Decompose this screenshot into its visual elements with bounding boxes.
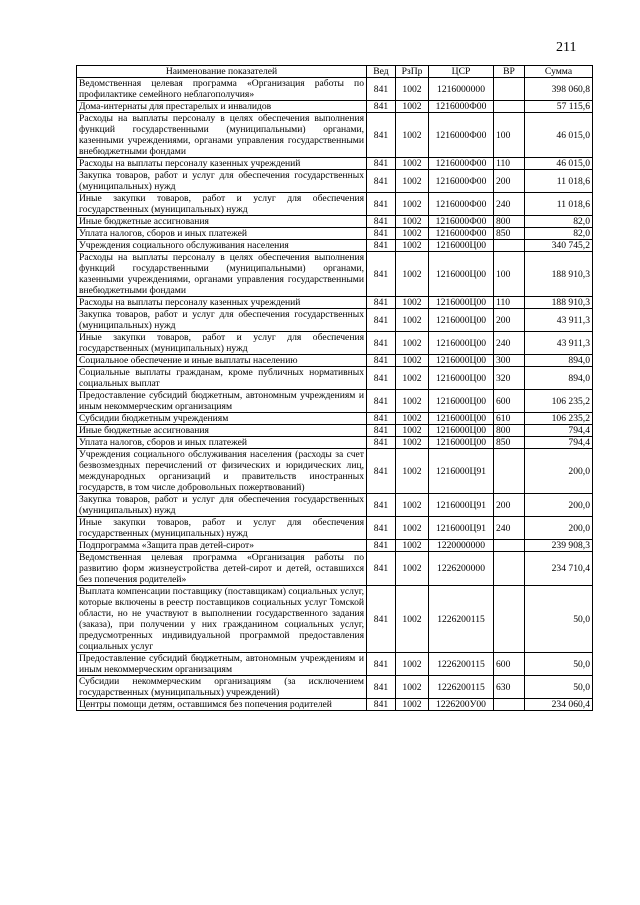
cell-rzpr: 1002 [396,355,429,367]
table-row [77,390,593,413]
cell-rzpr: 1002 [396,297,429,309]
table-row [77,699,593,711]
cell-rzpr: 1002 [396,676,429,699]
cell-ved: 841 [367,653,396,676]
cell-sum: 11 018,6 [525,193,593,216]
cell-sum: 894,0 [525,355,593,367]
cell-vr: 610 [494,413,525,425]
cell-rzpr: 1002 [396,552,429,586]
cell-name: Закупка товаров, работ и услуг для обеспечения государственных (муниципальных) нужд [77,494,367,517]
cell-csr: 1216000Ц00 [429,425,494,437]
cell-vr: 300 [494,355,525,367]
cell-csr: 1226200115 [429,653,494,676]
cell-name: Социальное обеспечение и иные выплаты населению [77,355,367,367]
cell-ved: 841 [367,540,396,552]
cell-vr: 850 [494,437,525,449]
cell-csr: 1216000Ц00 [429,390,494,413]
cell-csr: 1216000Ф00 [429,101,494,113]
cell-rzpr: 1002 [396,653,429,676]
cell-sum: 50,0 [525,586,593,653]
table-row [77,437,593,449]
cell-rzpr: 1002 [396,216,429,228]
cell-sum: 106 235,2 [525,413,593,425]
cell-name: Иные закупки товаров, работ и услуг для обеспечения государственных (муниципальных) нужд [77,517,367,540]
cell-name: Центры помощи детям, оставшимся без попечения родителей [77,699,367,711]
cell-name: Расходы на выплаты персоналу в целях обеспечения выполнения функций государственными (муниципальными) органами, казенными учреждениями, органами управления государственными внебюджетными фондами [77,252,367,297]
cell-rzpr: 1002 [396,101,429,113]
cell-rzpr: 1002 [396,309,429,332]
cell-name: Ведомственная целевая программа «Организация работы по развитию форм жизнеустройства детей-сирот и детей, оставшихся без попечения родителей» [77,552,367,586]
table-row [77,449,593,494]
cell-name: Закупка товаров, работ и услуг для обеспечения государственных (муниципальных) нужд [77,170,367,193]
table-row [77,252,593,297]
cell-ved: 841 [367,113,396,158]
table-row [77,297,593,309]
cell-ved: 841 [367,586,396,653]
cell-csr: 1216000Ц91 [429,494,494,517]
cell-rzpr: 1002 [396,437,429,449]
cell-ved: 841 [367,170,396,193]
cell-vr [494,449,525,494]
cell-vr: 630 [494,676,525,699]
cell-name: Ведомственная целевая программа «Организация работы по профилактике семейного неблагополучия» [77,78,367,101]
cell-ved: 841 [367,228,396,240]
cell-name: Иные бюджетные ассигнования [77,216,367,228]
cell-vr: 600 [494,653,525,676]
cell-ved: 841 [367,494,396,517]
table-row [77,494,593,517]
table-row [77,332,593,355]
cell-csr: 1226200У00 [429,699,494,711]
cell-vr: 110 [494,158,525,170]
cell-sum: 188 910,3 [525,297,593,309]
cell-csr: 1216000Ц00 [429,437,494,449]
cell-rzpr: 1002 [396,78,429,101]
cell-ved: 841 [367,78,396,101]
cell-name: Субсидии некоммерческим организациям (за исключением государственных (муниципальных) учреждений) [77,676,367,699]
header-ved: Вед [367,66,396,78]
cell-sum: 11 018,6 [525,170,593,193]
cell-ved: 841 [367,332,396,355]
cell-rzpr: 1002 [396,332,429,355]
cell-sum: 50,0 [525,676,593,699]
cell-rzpr: 1002 [396,252,429,297]
table-row [77,653,593,676]
table-row [77,355,593,367]
cell-vr: 100 [494,113,525,158]
header-csr: ЦСР [429,66,494,78]
cell-rzpr: 1002 [396,413,429,425]
cell-name: Дома-интернаты для престарелых и инвалидов [77,101,367,113]
cell-vr [494,101,525,113]
cell-sum: 200,0 [525,494,593,517]
cell-sum: 239 908,3 [525,540,593,552]
cell-name: Закупка товаров, работ и услуг для обеспечения государственных (муниципальных) нужд [77,309,367,332]
cell-name: Иные закупки товаров, работ и услуг для обеспечения государственных (муниципальных) нужд [77,193,367,216]
cell-name: Иные бюджетные ассигнования [77,425,367,437]
cell-csr: 1226200000 [429,552,494,586]
cell-csr: 1216000Ц00 [429,309,494,332]
cell-name: Выплата компенсации поставщику (поставщикам) социальных услуг, которые включены в реестр поставщиков социальных услуг Томской области, но не участвуют в выполнении государственного задания (заказа), при получении у них гражданином социальных услуг, предусмотренных индивидуальной программой предоставления социальных услуг [77,586,367,653]
cell-vr [494,78,525,101]
cell-vr: 240 [494,517,525,540]
cell-vr: 600 [494,390,525,413]
cell-name: Расходы на выплаты персоналу в целях обеспечения выполнения функций государственными (муниципальными) органами, казенными учреждениями, органами управления государственными внебюджетными фондами [77,113,367,158]
table-row [77,413,593,425]
cell-ved: 841 [367,309,396,332]
cell-ved: 841 [367,390,396,413]
cell-vr [494,540,525,552]
table-row [77,425,593,437]
cell-vr: 800 [494,216,525,228]
cell-rzpr: 1002 [396,449,429,494]
table-row [77,240,593,252]
cell-vr: 100 [494,252,525,297]
cell-ved: 841 [367,158,396,170]
cell-sum: 794,4 [525,425,593,437]
cell-vr [494,240,525,252]
table-row [77,170,593,193]
cell-ved: 841 [367,252,396,297]
cell-name: Уплата налогов, сборов и иных платежей [77,228,367,240]
cell-csr: 1220000000 [429,540,494,552]
cell-name: Субсидии бюджетным учреждениям [77,413,367,425]
header-rzpr: РзПр [396,66,429,78]
cell-vr: 110 [494,297,525,309]
cell-ved: 841 [367,413,396,425]
cell-ved: 841 [367,699,396,711]
cell-sum: 43 911,3 [525,309,593,332]
cell-vr: 200 [494,170,525,193]
cell-csr: 1216000Ц00 [429,367,494,390]
cell-rzpr: 1002 [396,494,429,517]
cell-rzpr: 1002 [396,158,429,170]
budget-table [76,65,593,711]
cell-sum: 234 060,4 [525,699,593,711]
header-sum: Сумма [525,66,593,78]
header-name: Наименование показателей [77,66,367,78]
cell-vr: 850 [494,228,525,240]
cell-sum: 43 911,3 [525,332,593,355]
cell-csr: 1226200115 [429,676,494,699]
cell-sum: 82,0 [525,228,593,240]
cell-csr: 1216000Ц00 [429,332,494,355]
cell-rzpr: 1002 [396,113,429,158]
cell-name: Иные закупки товаров, работ и услуг для обеспечения государственных (муниципальных) нужд [77,332,367,355]
table-row [77,540,593,552]
cell-rzpr: 1002 [396,240,429,252]
cell-ved: 841 [367,240,396,252]
cell-ved: 841 [367,676,396,699]
cell-ved: 841 [367,425,396,437]
cell-name: Уплата налогов, сборов и иных платежей [77,437,367,449]
cell-vr: 200 [494,494,525,517]
table-row [77,552,593,586]
cell-rzpr: 1002 [396,228,429,240]
cell-vr: 240 [494,332,525,355]
cell-ved: 841 [367,449,396,494]
cell-name: Предоставление субсидий бюджетным, автономным учреждениям и иным некоммерческим организациям [77,390,367,413]
cell-sum: 894,0 [525,367,593,390]
table-row [77,228,593,240]
cell-csr: 1216000Ф00 [429,228,494,240]
cell-rzpr: 1002 [396,425,429,437]
table-row [77,216,593,228]
cell-rzpr: 1002 [396,517,429,540]
cell-rzpr: 1002 [396,699,429,711]
cell-ved: 841 [367,355,396,367]
cell-sum: 188 910,3 [525,252,593,297]
cell-csr: 1216000Ф00 [429,158,494,170]
cell-sum: 82,0 [525,216,593,228]
cell-ved: 841 [367,101,396,113]
cell-rzpr: 1002 [396,367,429,390]
cell-name: Подпрограмма «Защита прав детей-сирот» [77,540,367,552]
table-row [77,101,593,113]
cell-csr: 1216000Ф00 [429,113,494,158]
cell-vr: 320 [494,367,525,390]
header-vr: ВР [494,66,525,78]
table-row [77,193,593,216]
cell-name: Расходы на выплаты персоналу казенных учреждений [77,158,367,170]
table-row [77,367,593,390]
table-row [77,586,593,653]
table-header-row [77,66,593,78]
cell-vr: 200 [494,309,525,332]
table-row [77,158,593,170]
cell-sum: 57 115,6 [525,101,593,113]
cell-sum: 200,0 [525,449,593,494]
table-row [77,517,593,540]
cell-csr: 1216000Ф00 [429,216,494,228]
cell-ved: 841 [367,437,396,449]
cell-csr: 1216000Ц91 [429,449,494,494]
cell-csr: 1216000000 [429,78,494,101]
cell-csr: 1216000Ц00 [429,240,494,252]
cell-csr: 1216000Ц00 [429,252,494,297]
cell-sum: 398 060,8 [525,78,593,101]
cell-vr [494,552,525,586]
cell-sum: 46 015,0 [525,158,593,170]
cell-csr: 1216000Ц00 [429,355,494,367]
cell-name: Социальные выплаты гражданам, кроме публичных нормативных социальных выплат [77,367,367,390]
cell-csr: 1216000Ф00 [429,170,494,193]
cell-vr: 240 [494,193,525,216]
cell-csr: 1216000Ц91 [429,517,494,540]
cell-sum: 106 235,2 [525,390,593,413]
cell-csr: 1226200115 [429,586,494,653]
cell-csr: 1216000Ц00 [429,297,494,309]
table-row [77,78,593,101]
cell-rzpr: 1002 [396,193,429,216]
cell-rzpr: 1002 [396,586,429,653]
cell-ved: 841 [367,367,396,390]
cell-name: Предоставление субсидий бюджетным, автономным учреждениям и иным некоммерческим организациям [77,653,367,676]
table-row [77,309,593,332]
cell-sum: 340 745,2 [525,240,593,252]
cell-sum: 234 710,4 [525,552,593,586]
cell-rzpr: 1002 [396,540,429,552]
cell-sum: 46 015,0 [525,113,593,158]
cell-vr: 800 [494,425,525,437]
cell-rzpr: 1002 [396,390,429,413]
cell-csr: 1216000Ц00 [429,413,494,425]
cell-sum: 200,0 [525,517,593,540]
cell-csr: 1216000Ф00 [429,193,494,216]
cell-sum: 794,4 [525,437,593,449]
cell-ved: 841 [367,193,396,216]
cell-ved: 841 [367,216,396,228]
cell-sum: 50,0 [525,653,593,676]
cell-vr [494,586,525,653]
cell-name: Учреждения социального обслуживания населения (расходы за счет безвозмездных перечислений от физических и юридических лиц, международных организаций и правительств иностранных государств, в том числе добровольных пожертвований) [77,449,367,494]
cell-ved: 841 [367,297,396,309]
table-row [77,113,593,158]
cell-name: Расходы на выплаты персоналу казенных учреждений [77,297,367,309]
cell-ved: 841 [367,552,396,586]
cell-rzpr: 1002 [396,170,429,193]
page-number: 211 [556,40,577,55]
cell-vr [494,699,525,711]
cell-name: Учреждения социального обслуживания населения [77,240,367,252]
table-row [77,676,593,699]
cell-ved: 841 [367,517,396,540]
